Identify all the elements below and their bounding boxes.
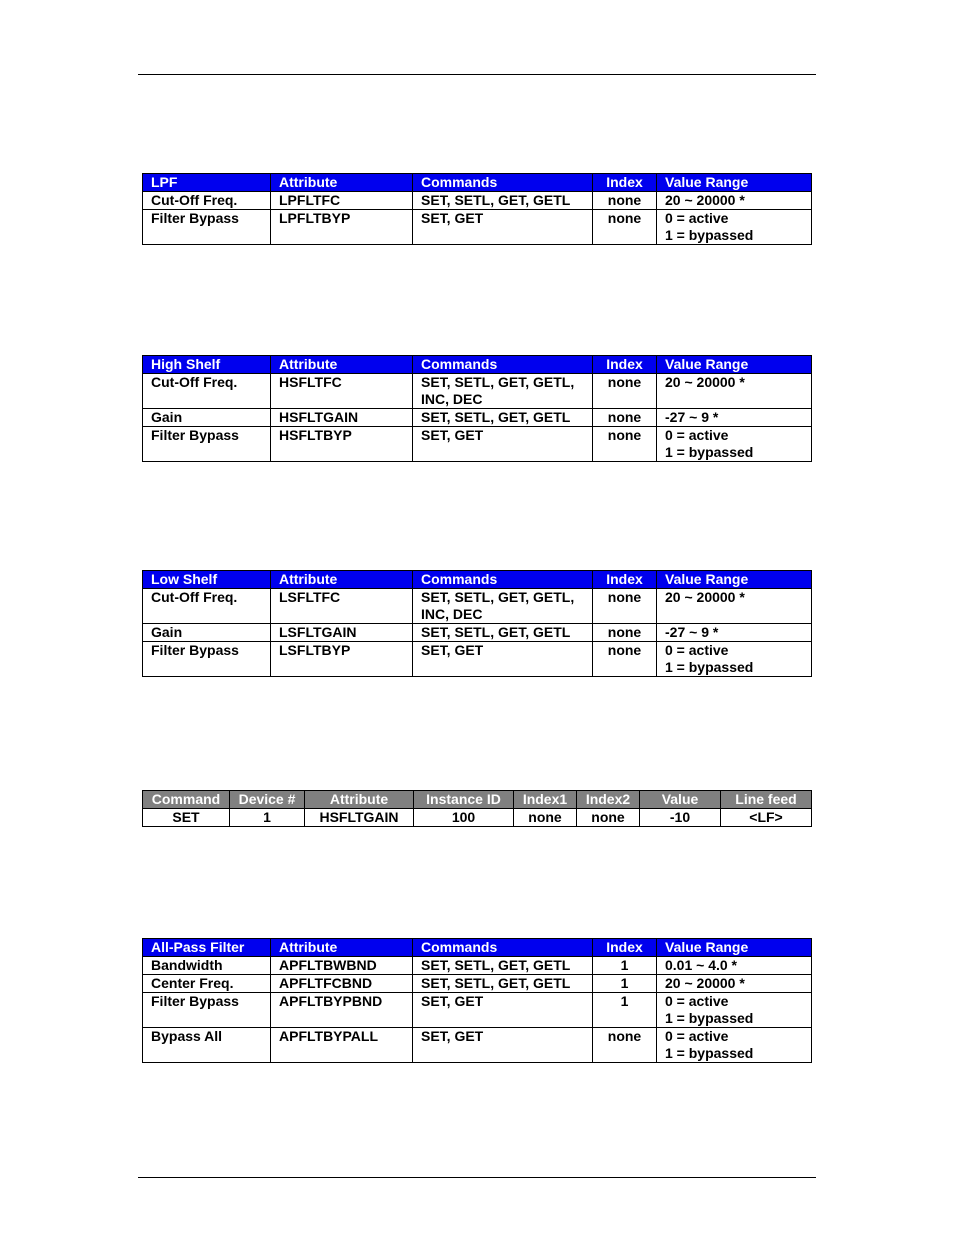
header-commands: Commands xyxy=(413,571,593,589)
cell-name: Filter Bypass xyxy=(143,210,271,245)
header-section: LPF xyxy=(143,174,271,192)
header-index1: Index1 xyxy=(514,791,577,809)
cell-index2: none xyxy=(577,809,640,827)
header-section: All-Pass Filter xyxy=(143,939,271,957)
cell-line: 1 = bypassed xyxy=(665,444,754,460)
cell-attribute: LPFLTFC xyxy=(271,192,413,210)
cell-commands xyxy=(413,993,593,1028)
cell-range xyxy=(657,192,812,210)
table-row xyxy=(143,427,812,462)
header-section: High Shelf xyxy=(143,356,271,374)
header-value-range: Value Range xyxy=(657,939,812,957)
cell-line: SET, GET xyxy=(421,1028,484,1044)
cell-line: 0.01 ~ 4.0 * xyxy=(665,957,738,973)
cell-index: none xyxy=(593,210,657,245)
table-header-row xyxy=(143,791,812,809)
cell-line: SET, SETL, GET, GETL xyxy=(421,975,571,991)
table-row xyxy=(143,1028,812,1063)
cell-index: none xyxy=(593,427,657,462)
cell-commands xyxy=(413,427,593,462)
cell-range xyxy=(657,374,812,409)
cell-index: none xyxy=(593,642,657,677)
cell-line: 1 = bypassed xyxy=(665,659,754,675)
cell-index: none xyxy=(593,374,657,409)
cell-index1: none xyxy=(514,809,577,827)
table-row xyxy=(143,809,812,827)
header-index: Index xyxy=(593,174,657,192)
cell-name: Center Freq. xyxy=(143,975,271,993)
cell-attribute: APFLTBYPALL xyxy=(271,1028,413,1063)
cell-range xyxy=(657,1028,812,1063)
cell-line: 0 = active xyxy=(665,427,729,443)
cell-range xyxy=(657,409,812,427)
cell-line: -27 ~ 9 * xyxy=(665,624,719,640)
cell-line: 0 = active xyxy=(665,642,729,658)
table-row xyxy=(143,957,812,975)
header-index: Index xyxy=(593,571,657,589)
cell-line: 0 = active xyxy=(665,993,729,1009)
cell-index: none xyxy=(593,624,657,642)
lpf-table xyxy=(142,173,812,245)
cell-name: Filter Bypass xyxy=(143,427,271,462)
cell-index: 1 xyxy=(593,975,657,993)
cell-name: Gain xyxy=(143,409,271,427)
cell-line: 20 ~ 20000 * xyxy=(665,374,745,390)
cell-commands xyxy=(413,374,593,409)
header-line-feed: Line feed xyxy=(721,791,812,809)
cell-attribute: HSFLTGAIN xyxy=(305,809,414,827)
header-section: Low Shelf xyxy=(143,571,271,589)
cell-line: 20 ~ 20000 * xyxy=(665,192,745,208)
cell-commands xyxy=(413,642,593,677)
header-rule xyxy=(138,74,816,75)
cell-range xyxy=(657,589,812,624)
cell-index: none xyxy=(593,409,657,427)
cell-line-feed: <LF> xyxy=(721,809,812,827)
header-attribute: Attribute xyxy=(305,791,414,809)
cell-command: SET xyxy=(143,809,230,827)
cell-line: SET, GET xyxy=(421,993,484,1009)
cell-name: Cut-Off Freq. xyxy=(143,589,271,624)
header-commands: Commands xyxy=(413,356,593,374)
high-shelf-table xyxy=(142,355,812,462)
cell-line: SET, SETL, GET, GETL xyxy=(421,192,571,208)
cell-index: none xyxy=(593,1028,657,1063)
table-header-row xyxy=(143,939,812,957)
cell-attribute: LPFLTBYP xyxy=(271,210,413,245)
footer-rule xyxy=(138,1177,816,1178)
table-row xyxy=(143,589,812,624)
cell-commands xyxy=(413,192,593,210)
cell-line: SET, SETL, GET, GETL xyxy=(421,624,571,640)
cell-line: 1 = bypassed xyxy=(665,1010,754,1026)
header-attribute: Attribute xyxy=(271,356,413,374)
cell-line: 20 ~ 20000 * xyxy=(665,589,745,605)
table-header-row xyxy=(143,571,812,589)
cell-name: Filter Bypass xyxy=(143,642,271,677)
header-attribute: Attribute xyxy=(271,939,413,957)
cell-index: 1 xyxy=(593,993,657,1028)
cell-line: 20 ~ 20000 * xyxy=(665,975,745,991)
table-row xyxy=(143,993,812,1028)
cell-attribute: LSFLTBYP xyxy=(271,642,413,677)
cell-commands xyxy=(413,975,593,993)
low-shelf-table xyxy=(142,570,812,677)
cell-attribute: HSFLTGAIN xyxy=(271,409,413,427)
cell-line: 1 = bypassed xyxy=(665,1045,754,1061)
header-value-range: Value Range xyxy=(657,174,812,192)
cell-range xyxy=(657,993,812,1028)
cell-line: -27 ~ 9 * xyxy=(665,409,719,425)
cell-instance-id: 100 xyxy=(414,809,514,827)
cell-line: 1 = bypassed xyxy=(665,227,754,243)
cell-line: SET, GET xyxy=(421,642,484,658)
cell-name: Filter Bypass xyxy=(143,993,271,1028)
cell-commands xyxy=(413,957,593,975)
cell-commands xyxy=(413,210,593,245)
cell-device: 1 xyxy=(230,809,305,827)
cell-range xyxy=(657,975,812,993)
cell-attribute: LSFLTGAIN xyxy=(271,624,413,642)
cell-name: Cut-Off Freq. xyxy=(143,192,271,210)
header-command: Command xyxy=(143,791,230,809)
header-value-range: Value Range xyxy=(657,571,812,589)
header-index2: Index2 xyxy=(577,791,640,809)
cell-range xyxy=(657,624,812,642)
cell-line: INC, DEC xyxy=(421,391,483,407)
cell-attribute: APFLTBYPBND xyxy=(271,993,413,1028)
cell-index: none xyxy=(593,589,657,624)
cell-range xyxy=(657,210,812,245)
cell-commands xyxy=(413,409,593,427)
cell-value: -10 xyxy=(640,809,721,827)
cell-line: SET, GET xyxy=(421,427,484,443)
cell-line: SET, SETL, GET, GETL xyxy=(421,409,571,425)
cell-commands xyxy=(413,1028,593,1063)
cell-range xyxy=(657,957,812,975)
header-commands: Commands xyxy=(413,939,593,957)
cell-line: INC, DEC xyxy=(421,606,483,622)
table-row xyxy=(143,975,812,993)
cell-commands xyxy=(413,589,593,624)
cell-range xyxy=(657,427,812,462)
header-attribute: Attribute xyxy=(271,174,413,192)
header-attribute: Attribute xyxy=(271,571,413,589)
cell-line: SET, SETL, GET, GETL, xyxy=(421,589,575,605)
table-row xyxy=(143,192,812,210)
cell-line: 0 = active xyxy=(665,210,729,226)
table-row xyxy=(143,624,812,642)
header-index: Index xyxy=(593,356,657,374)
header-instance-id: Instance ID xyxy=(414,791,514,809)
cell-index: none xyxy=(593,192,657,210)
cell-attribute: HSFLTBYP xyxy=(271,427,413,462)
cell-range xyxy=(657,642,812,677)
cell-line: SET, GET xyxy=(421,210,484,226)
header-index: Index xyxy=(593,939,657,957)
all-pass-table xyxy=(142,938,812,1063)
cell-attribute: APFLTBWBND xyxy=(271,957,413,975)
cell-index: 1 xyxy=(593,957,657,975)
table-row xyxy=(143,210,812,245)
cell-line: 0 = active xyxy=(665,1028,729,1044)
cell-attribute: LSFLTFC xyxy=(271,589,413,624)
cell-attribute: APFLTFCBND xyxy=(271,975,413,993)
table-row xyxy=(143,374,812,409)
cell-name: Gain xyxy=(143,624,271,642)
header-value-range: Value Range xyxy=(657,356,812,374)
cell-attribute: HSFLTFC xyxy=(271,374,413,409)
header-value: Value xyxy=(640,791,721,809)
cell-name: Cut-Off Freq. xyxy=(143,374,271,409)
cell-name: Bypass All xyxy=(143,1028,271,1063)
table-header-row xyxy=(143,174,812,192)
header-commands: Commands xyxy=(413,174,593,192)
table-header-row xyxy=(143,356,812,374)
cell-commands xyxy=(413,624,593,642)
cell-name: Bandwidth xyxy=(143,957,271,975)
header-device: Device # xyxy=(230,791,305,809)
cell-line: SET, SETL, GET, GETL, xyxy=(421,374,575,390)
cell-line: SET, SETL, GET, GETL xyxy=(421,957,571,973)
table-row xyxy=(143,409,812,427)
table-row xyxy=(143,642,812,677)
example-command-table xyxy=(142,790,812,827)
